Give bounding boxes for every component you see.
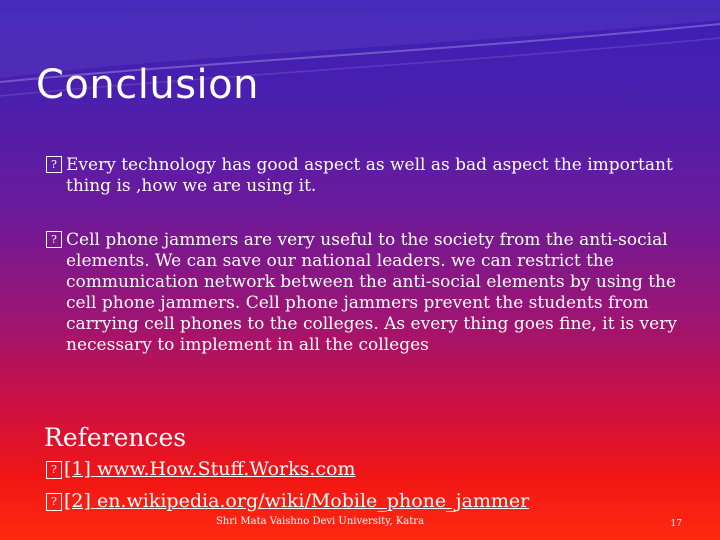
reference-link[interactable] — [64, 458, 356, 480]
reference-item — [46, 458, 356, 480]
references-heading: References — [44, 423, 187, 452]
reference-item — [46, 490, 529, 512]
square-bullet-icon: ? — [46, 493, 62, 511]
slide-title: Conclusion — [36, 62, 259, 108]
bullet-item — [46, 230, 686, 356]
reference-number: [1] — [64, 458, 91, 480]
reference-url: en.wikipedia.org/wiki/Mobile_phone_jammer — [96, 490, 530, 512]
reference-link[interactable] — [64, 490, 529, 512]
bullet-text: Cell phone jammers are very useful to the society from the anti-social elements. We can save our national leaders. we can restrict the communication network between the anti-social elements by using the cell phone jammers. Cell phone jammers prevent the students from carrying cell phones to the colleges. As every thing goes fine, it is very necessary to implement in all the colleges — [66, 230, 677, 355]
bullet-item — [46, 155, 686, 197]
square-bullet-icon: ? — [46, 231, 62, 248]
reference-url: www.How.Stuff.Works.com — [96, 458, 356, 480]
square-bullet-icon: ? — [46, 461, 62, 479]
bullet-text: Every technology has good aspect as well as bad aspect the important thing is ,how we are using it. — [66, 155, 673, 196]
reference-number: [2] — [64, 490, 91, 512]
square-bullet-icon: ? — [46, 156, 62, 173]
page-number: 17 — [670, 519, 682, 529]
footer-text: Shri Mata Vaishno Devi University, Katra — [215, 516, 425, 527]
